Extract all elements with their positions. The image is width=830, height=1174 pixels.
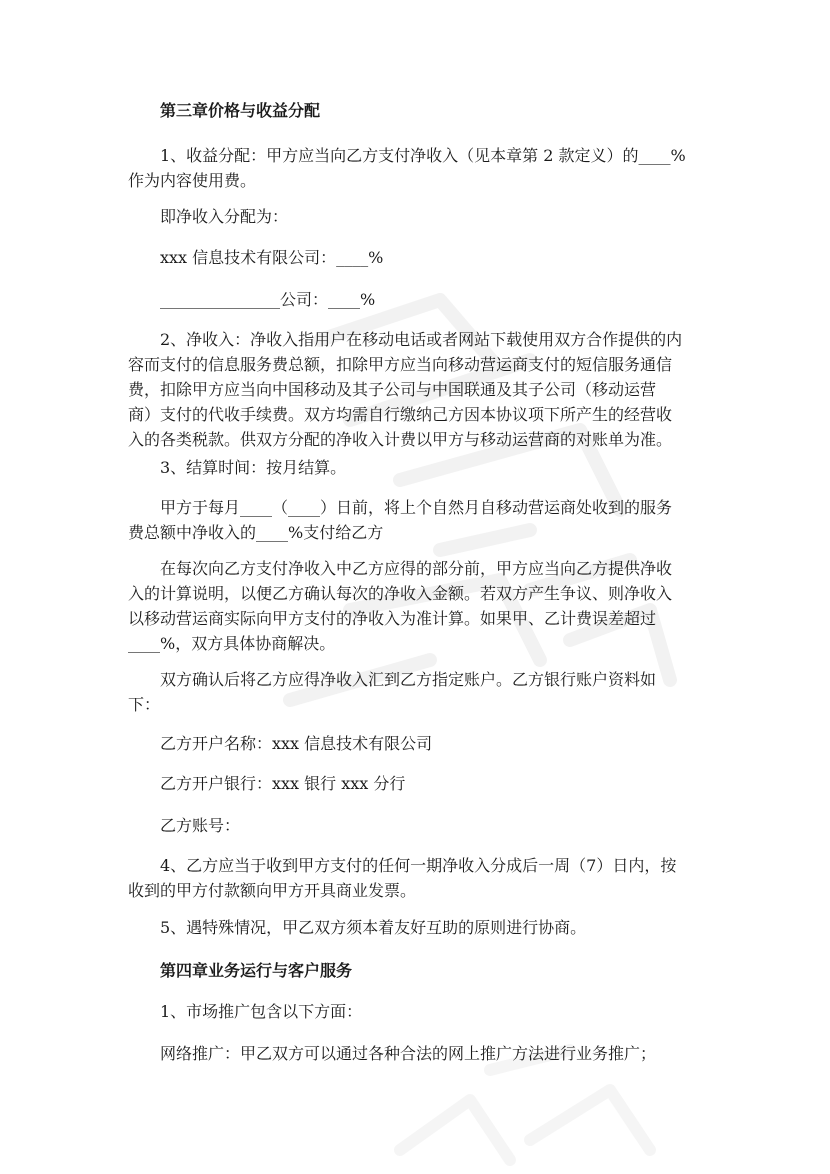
calc-line: 在每次向乙方支付净收入中乙方应得的部分前，甲方应当向乙方提供净收 bbox=[160, 559, 673, 578]
calc-line: 以移动营运商实际向甲方支付的净收入为准计算。如果甲、乙计费误差超过 bbox=[128, 609, 657, 628]
bank-line: 双方确认后将乙方应得净收入汇到乙方指定账户。乙方银行账户资料如 bbox=[160, 670, 657, 689]
chapter3-item3: 3、结算时间：按月结算。 bbox=[160, 458, 347, 477]
item2-line: 容而支付的信息服务费总额，扣除甲方应当向移动营运商支付的短信服务通信 bbox=[128, 355, 673, 374]
item2-line: 商）支付的代收手续费。双方均需自行缴纳己方因本协议项下所产生的经营收 bbox=[128, 405, 673, 424]
split-intro: 即净收入分配为： bbox=[160, 207, 289, 226]
calc-line: 入的计算说明，以便乙方确认每次的净收入金额。若双方产生争议、则净收入 bbox=[128, 584, 673, 603]
chapter3-item2 bbox=[128, 327, 700, 452]
chapter3-item4 bbox=[128, 853, 700, 903]
network-promotion: 网络推广：甲乙双方可以通过各种合法的网上推广方法进行业务推广； bbox=[160, 1044, 657, 1063]
item2-line: 费，扣除甲方应当向中国移动及其子公司与中国联通及其子公司（移动运营 bbox=[128, 380, 657, 399]
settlement-paragraph bbox=[128, 495, 700, 545]
item1-line2: 作为内容使用费。 bbox=[128, 171, 257, 190]
split-company2: _______________公司：____% bbox=[160, 290, 376, 309]
item2-line: 入的各类税款。供双方分配的净收入计费以甲方与移动运营商的对账单为准。 bbox=[128, 430, 673, 449]
calc-line: ____%，双方具体协商解决。 bbox=[128, 634, 336, 653]
bank-line: 下： bbox=[128, 695, 161, 714]
chapter3-item1 bbox=[128, 143, 700, 193]
chapter4-item1: 1、市场推广包含以下方面： bbox=[160, 1002, 363, 1021]
item4-line: 4、乙方应当于收到甲方支付的任何一期净收入分成后一周（7）日内，按 bbox=[160, 856, 677, 875]
item2-line: 2、净收入：净收入指用户在移动电话或者网站下载使用双方合作提供的内 bbox=[160, 330, 683, 349]
account-name: 乙方开户名称：xxx 信息技术有限公司 bbox=[160, 734, 433, 753]
account-bank: 乙方开户银行：xxx 银行 xxx 分行 bbox=[160, 774, 406, 793]
calculation-paragraph bbox=[128, 556, 700, 656]
item4-line: 收到的甲方付款额向甲方开具商业发票。 bbox=[128, 881, 417, 900]
chapter3-item5: 5、遇特殊情况，甲乙双方须本着友好互助的原则进行协商。 bbox=[160, 918, 587, 937]
chapter3-title: 第三章价格与收益分配 bbox=[160, 101, 321, 120]
bank-paragraph bbox=[128, 667, 700, 717]
split-company1: xxx 信息技术有限公司：____% bbox=[160, 248, 384, 267]
account-number: 乙方账号： bbox=[160, 816, 241, 835]
settle-line: 甲方于每月____（____）日前，将上个自然月自移动营运商处收到的服务 bbox=[160, 498, 673, 517]
settle-line: 费总额中净收入的____%支付给乙方 bbox=[128, 523, 384, 542]
item1-line1: 1、收益分配：甲方应当向乙方支付净收入（见本章第 2 款定义）的____% bbox=[160, 146, 686, 165]
chapter4-title: 第四章业务运行与客户服务 bbox=[160, 961, 353, 980]
